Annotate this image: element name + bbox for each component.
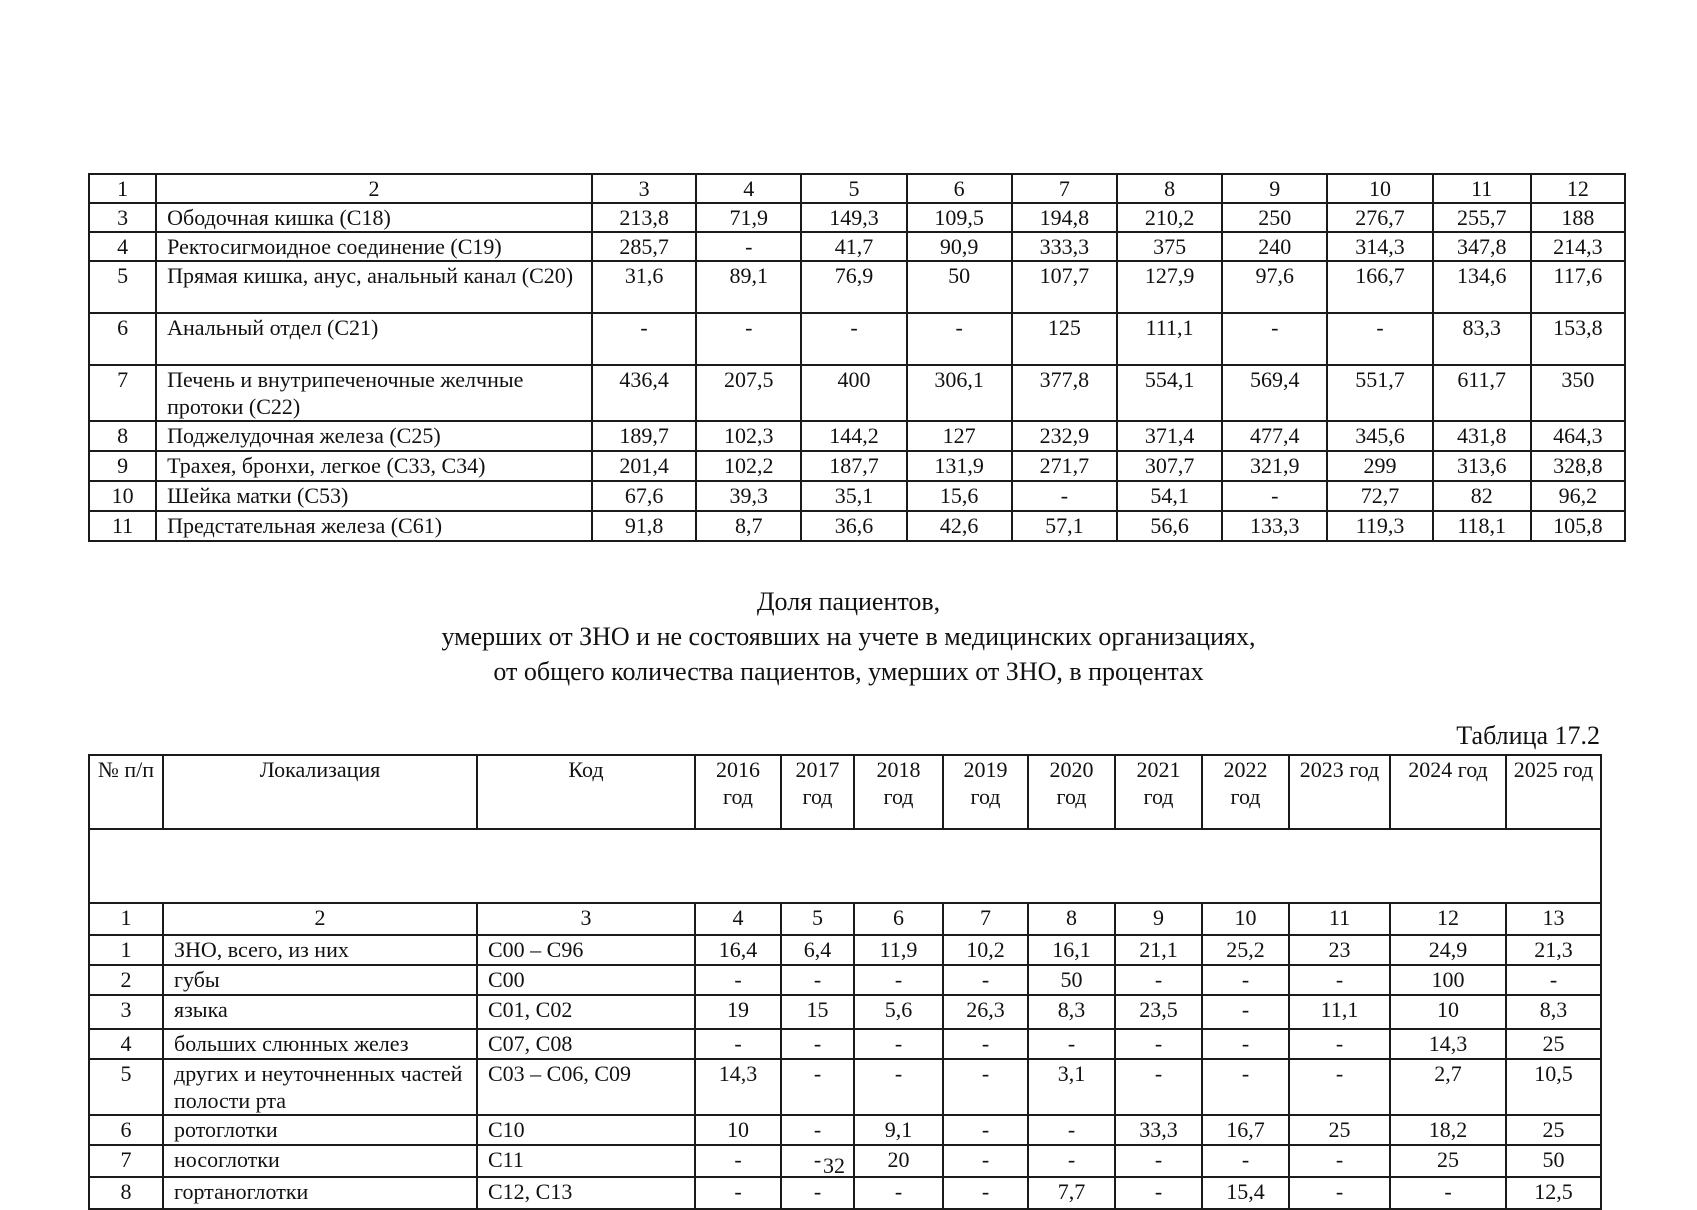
row-value: 207,5 (696, 365, 801, 421)
table-row (89, 1115, 1601, 1145)
table-row (89, 481, 1625, 511)
row-localization: больших слюнных желез (163, 1029, 477, 1059)
row-value: - (1202, 1059, 1289, 1115)
row-name: Поджелудочная железа (С25) (156, 421, 592, 451)
row-value: 105,8 (1531, 511, 1625, 541)
row-number: 3 (89, 203, 156, 232)
row-value: - (781, 1145, 854, 1177)
row-value: 15,6 (907, 481, 1012, 511)
row-value: 285,7 (592, 232, 696, 261)
row-value: 31,6 (592, 261, 696, 313)
row-number: 6 (89, 1115, 163, 1145)
row-value: - (781, 965, 854, 995)
row-value: 14,3 (695, 1059, 781, 1115)
header-code: Код (477, 755, 695, 829)
row-value: 133,3 (1222, 511, 1327, 541)
row-value: 11,9 (854, 935, 943, 965)
row-value: 9,1 (854, 1115, 943, 1145)
table-row (89, 965, 1601, 995)
row-value: 7,7 (1028, 1177, 1115, 1209)
row-localization: ротоглотки (163, 1115, 477, 1145)
column-index: 5 (801, 174, 906, 203)
row-value: 153,8 (1531, 313, 1625, 365)
row-value: - (943, 1029, 1028, 1059)
row-code: С07, С08 (477, 1029, 695, 1059)
row-value: 14,3 (1390, 1029, 1506, 1059)
row-value: - (1202, 1029, 1289, 1059)
row-value: - (1202, 995, 1289, 1029)
row-number: 8 (89, 1177, 163, 1209)
table-mortality-rates-upper (88, 173, 1626, 542)
row-value: - (1202, 965, 1289, 995)
row-value: 90,9 (907, 232, 1012, 261)
row-value: - (1390, 1177, 1506, 1209)
row-value: 477,4 (1222, 421, 1327, 451)
row-value: - (1289, 1177, 1390, 1209)
row-value: - (1115, 965, 1202, 995)
row-value: 554,1 (1117, 365, 1222, 421)
row-value: 25 (1289, 1115, 1390, 1145)
row-value: - (781, 1115, 854, 1145)
row-number: 4 (89, 1029, 163, 1059)
row-value: 347,8 (1433, 232, 1531, 261)
column-index: 2 (163, 903, 477, 935)
row-value: - (1115, 1145, 1202, 1177)
row-value: - (854, 1177, 943, 1209)
table-row (89, 232, 1625, 261)
row-value: 201,4 (592, 451, 696, 481)
row-value: 250 (1222, 203, 1327, 232)
row-value: - (1115, 1177, 1202, 1209)
row-value: 41,7 (801, 232, 906, 261)
row-value: 314,3 (1327, 232, 1432, 261)
column-index: 1 (89, 903, 163, 935)
column-index: 4 (696, 174, 801, 203)
column-index: 8 (1117, 174, 1222, 203)
row-value: 111,1 (1117, 313, 1222, 365)
table-row (89, 421, 1625, 451)
table-header-row (89, 755, 1601, 829)
table-row (89, 1059, 1601, 1115)
row-value: 8,7 (696, 511, 801, 541)
row-name: Шейка матки (С53) (156, 481, 592, 511)
column-index-row (89, 174, 1625, 203)
header-year: 2016 год (695, 755, 781, 829)
row-value: 10 (695, 1115, 781, 1145)
row-value: 107,7 (1012, 261, 1117, 313)
header-year: 2024 год (1390, 755, 1506, 829)
row-value: 25 (1506, 1029, 1601, 1059)
row-value: - (1289, 1145, 1390, 1177)
row-value: 89,1 (696, 261, 801, 313)
row-value: - (1289, 1029, 1390, 1059)
row-value: 21,1 (1115, 935, 1202, 965)
row-value: - (1222, 313, 1327, 365)
row-value: 328,8 (1531, 451, 1625, 481)
row-value: 194,8 (1012, 203, 1117, 232)
row-value: 131,9 (907, 451, 1012, 481)
row-value: 16,1 (1028, 935, 1115, 965)
header-localization: Локализация (163, 755, 477, 829)
row-value: 345,6 (1327, 421, 1432, 451)
column-index: 1 (89, 174, 156, 203)
column-index: 12 (1531, 174, 1625, 203)
column-index: 6 (854, 903, 943, 935)
row-code: С12, С13 (477, 1177, 695, 1209)
row-value: 25,2 (1202, 935, 1289, 965)
row-value: 144,2 (801, 421, 906, 451)
row-name: Трахея, бронхи, легкое (С33, С34) (156, 451, 592, 481)
row-name: Ректосигмоидное соединение (С19) (156, 232, 592, 261)
header-num: № п/п (89, 755, 163, 829)
row-value: - (1327, 313, 1432, 365)
row-number: 10 (89, 481, 156, 511)
row-value: 377,8 (1012, 365, 1117, 421)
row-value: 464,3 (1531, 421, 1625, 451)
column-index: 13 (1506, 903, 1601, 935)
row-value: 10,5 (1506, 1059, 1601, 1115)
column-index: 7 (943, 903, 1028, 935)
row-value: 21,3 (1506, 935, 1601, 965)
row-value: - (592, 313, 696, 365)
row-number: 9 (89, 451, 156, 481)
row-value: 189,7 (592, 421, 696, 451)
row-value: 24,9 (1390, 935, 1506, 965)
table-row (89, 1177, 1601, 1209)
column-index: 12 (1390, 903, 1506, 935)
header-year: 2017 год (781, 755, 854, 829)
row-value: 39,3 (696, 481, 801, 511)
row-value: 10 (1390, 995, 1506, 1029)
row-number: 6 (89, 313, 156, 365)
row-value: - (943, 1115, 1028, 1145)
row-value: 23 (1289, 935, 1390, 965)
row-value: 11,1 (1289, 995, 1390, 1029)
table-row (89, 1029, 1601, 1059)
row-value: - (854, 965, 943, 995)
row-value: 102,2 (696, 451, 801, 481)
row-number: 5 (89, 261, 156, 313)
row-code: С00 – С96 (477, 935, 695, 965)
row-value: 431,8 (1433, 421, 1531, 451)
row-value: - (1115, 1029, 1202, 1059)
table-row (89, 203, 1625, 232)
row-value: - (695, 1177, 781, 1209)
table-caption-line-3: от общего количества пациентов, умерших от ЗНО, в процентах (493, 657, 1204, 686)
table-row (89, 451, 1625, 481)
row-number: 4 (89, 232, 156, 261)
row-value: 18,2 (1390, 1115, 1506, 1145)
row-value: 307,7 (1117, 451, 1222, 481)
row-value: - (801, 313, 906, 365)
column-index: 2 (156, 174, 592, 203)
row-value: 82 (1433, 481, 1531, 511)
row-value: 371,4 (1117, 421, 1222, 451)
row-value: 210,2 (1117, 203, 1222, 232)
row-value: 118,1 (1433, 511, 1531, 541)
row-value: 187,7 (801, 451, 906, 481)
row-value: - (854, 1029, 943, 1059)
column-index: 11 (1433, 174, 1531, 203)
table-17-2-deceased-not-registered (88, 754, 1602, 1210)
row-value: 3,1 (1028, 1059, 1115, 1115)
row-code: С03 – С06, С09 (477, 1059, 695, 1115)
row-number: 3 (89, 995, 163, 1029)
column-index: 6 (907, 174, 1012, 203)
row-value: 313,6 (1433, 451, 1531, 481)
row-value: 188 (1531, 203, 1625, 232)
row-value: 25 (1506, 1115, 1601, 1145)
table-caption-line-1: Доля пациентов, (756, 587, 941, 616)
row-name: Печень и внутрипеченочные желчные протоки (С22) (156, 365, 592, 421)
row-value: 350 (1531, 365, 1625, 421)
row-value: 109,5 (907, 203, 1012, 232)
row-value: - (943, 1177, 1028, 1209)
column-index: 8 (1028, 903, 1115, 935)
row-code: С10 (477, 1115, 695, 1145)
row-number: 5 (89, 1059, 163, 1115)
row-value: - (1028, 1115, 1115, 1145)
column-index: 5 (781, 903, 854, 935)
row-value: - (781, 1177, 854, 1209)
row-value: 299 (1327, 451, 1432, 481)
row-localization: других и неуточненных частей полости рта (163, 1059, 477, 1115)
header-year: 2023 год (1289, 755, 1390, 829)
row-value: - (1115, 1059, 1202, 1115)
row-value: 232,9 (1012, 421, 1117, 451)
row-value: - (696, 313, 801, 365)
table-row (89, 995, 1601, 1029)
row-localization: гортаноглотки (163, 1177, 477, 1209)
header-year: 2019 год (943, 755, 1028, 829)
row-value: - (695, 1145, 781, 1177)
row-value: - (943, 1145, 1028, 1177)
row-value: 12,5 (1506, 1177, 1601, 1209)
row-value: 2,7 (1390, 1059, 1506, 1115)
column-index: 10 (1202, 903, 1289, 935)
row-name: Анальный отдел (С21) (156, 313, 592, 365)
row-localization: губы (163, 965, 477, 995)
row-value: - (1289, 1059, 1390, 1115)
row-value: - (1012, 481, 1117, 511)
row-number: 8 (89, 421, 156, 451)
row-value: 271,7 (1012, 451, 1117, 481)
row-value: 400 (801, 365, 906, 421)
row-name: Прямая кишка, анус, анальный канал (С20) (156, 261, 592, 313)
row-value: 76,9 (801, 261, 906, 313)
row-value: 6,4 (781, 935, 854, 965)
row-value: 569,4 (1222, 365, 1327, 421)
row-value: 97,6 (1222, 261, 1327, 313)
row-value: 15 (781, 995, 854, 1029)
row-number: 7 (89, 365, 156, 421)
row-value: 214,3 (1531, 232, 1625, 261)
table-row (89, 365, 1625, 421)
row-value: 91,8 (592, 511, 696, 541)
column-index: 7 (1012, 174, 1117, 203)
row-value: 436,4 (592, 365, 696, 421)
row-value: - (907, 313, 1012, 365)
table-number-label: Таблица 17.2 (1456, 721, 1600, 750)
row-value: 117,6 (1531, 261, 1625, 313)
row-value: 36,6 (801, 511, 906, 541)
row-number: 7 (89, 1145, 163, 1177)
row-value: 50 (907, 261, 1012, 313)
row-number: 11 (89, 511, 156, 541)
column-index: 9 (1115, 903, 1202, 935)
row-localization: ЗНО, всего, из них (163, 935, 477, 965)
row-value: 54,1 (1117, 481, 1222, 511)
row-value: 127,9 (1117, 261, 1222, 313)
header-year: 2020 год (1028, 755, 1115, 829)
column-index: 3 (592, 174, 696, 203)
column-index-row (89, 903, 1601, 935)
table-row (89, 511, 1625, 541)
row-value: - (1028, 1145, 1115, 1177)
row-value: 72,7 (1327, 481, 1432, 511)
row-value: 25 (1390, 1145, 1506, 1177)
column-index: 3 (477, 903, 695, 935)
row-value: - (943, 1059, 1028, 1115)
row-value: 127 (907, 421, 1012, 451)
row-value: - (695, 965, 781, 995)
row-value: 375 (1117, 232, 1222, 261)
row-number: 1 (89, 935, 163, 965)
page-number: 32 (823, 1153, 845, 1178)
column-index: 4 (695, 903, 781, 935)
header-year: 2022 год (1202, 755, 1289, 829)
row-value: - (854, 1059, 943, 1115)
row-value: 240 (1222, 232, 1327, 261)
row-value: 5,6 (854, 995, 943, 1029)
row-value: 71,9 (696, 203, 801, 232)
table-row (89, 935, 1601, 965)
row-value: 33,3 (1115, 1115, 1202, 1145)
row-value: 26,3 (943, 995, 1028, 1029)
row-value: 15,4 (1202, 1177, 1289, 1209)
row-value: 611,7 (1433, 365, 1531, 421)
row-code: С00 (477, 965, 695, 995)
row-value: 213,8 (592, 203, 696, 232)
column-index: 10 (1327, 174, 1432, 203)
row-value: 23,5 (1115, 995, 1202, 1029)
row-value: - (781, 1029, 854, 1059)
column-index: 9 (1222, 174, 1327, 203)
row-value: 8,3 (1028, 995, 1115, 1029)
row-value: - (1506, 965, 1601, 995)
row-value: 100 (1390, 965, 1506, 995)
row-value: - (781, 1059, 854, 1115)
row-value: 306,1 (907, 365, 1012, 421)
row-value: 16,4 (695, 935, 781, 965)
row-value: 56,6 (1117, 511, 1222, 541)
row-value: 20 (854, 1145, 943, 1177)
row-name: Ободочная кишка (С18) (156, 203, 592, 232)
row-value: 276,7 (1327, 203, 1432, 232)
row-value: 50 (1506, 1145, 1601, 1177)
row-value: - (1028, 1029, 1115, 1059)
row-name: Предстательная железа (С61) (156, 511, 592, 541)
row-value: 551,7 (1327, 365, 1432, 421)
row-value: 255,7 (1433, 203, 1531, 232)
row-value: 50 (1028, 965, 1115, 995)
row-value: 67,6 (592, 481, 696, 511)
header-year: 2021 год (1115, 755, 1202, 829)
row-value: 119,3 (1327, 511, 1432, 541)
row-value: 96,2 (1531, 481, 1625, 511)
row-value: 35,1 (801, 481, 906, 511)
header-year: 2025 год (1506, 755, 1601, 829)
row-value: - (1202, 1145, 1289, 1177)
row-localization: носоглотки (163, 1145, 477, 1177)
table-row (89, 261, 1625, 313)
row-value: 8,3 (1506, 995, 1601, 1029)
table-row (89, 313, 1625, 365)
row-value: 57,1 (1012, 511, 1117, 541)
row-value: 333,3 (1012, 232, 1117, 261)
row-value: - (696, 232, 801, 261)
row-value: 321,9 (1222, 451, 1327, 481)
row-value: 149,3 (801, 203, 906, 232)
row-value: - (695, 1029, 781, 1059)
table-caption-line-2: умерших от ЗНО и не состоявших на учете в медицинских организациях, (441, 622, 1256, 651)
row-value: 42,6 (907, 511, 1012, 541)
row-value: - (1289, 965, 1390, 995)
row-value: 166,7 (1327, 261, 1432, 313)
row-code: С01, С02 (477, 995, 695, 1029)
row-value: 19 (695, 995, 781, 1029)
header-year: 2018 год (854, 755, 943, 829)
row-value: 83,3 (1433, 313, 1531, 365)
row-value: 10,2 (943, 935, 1028, 965)
row-value: - (943, 965, 1028, 995)
row-value: - (1222, 481, 1327, 511)
row-code: С11 (477, 1145, 695, 1177)
row-value: 125 (1012, 313, 1117, 365)
row-value: 134,6 (1433, 261, 1531, 313)
row-number: 2 (89, 965, 163, 995)
row-localization: языка (163, 995, 477, 1029)
row-value: 16,7 (1202, 1115, 1289, 1145)
column-index: 11 (1289, 903, 1390, 935)
row-value: 102,3 (696, 421, 801, 451)
